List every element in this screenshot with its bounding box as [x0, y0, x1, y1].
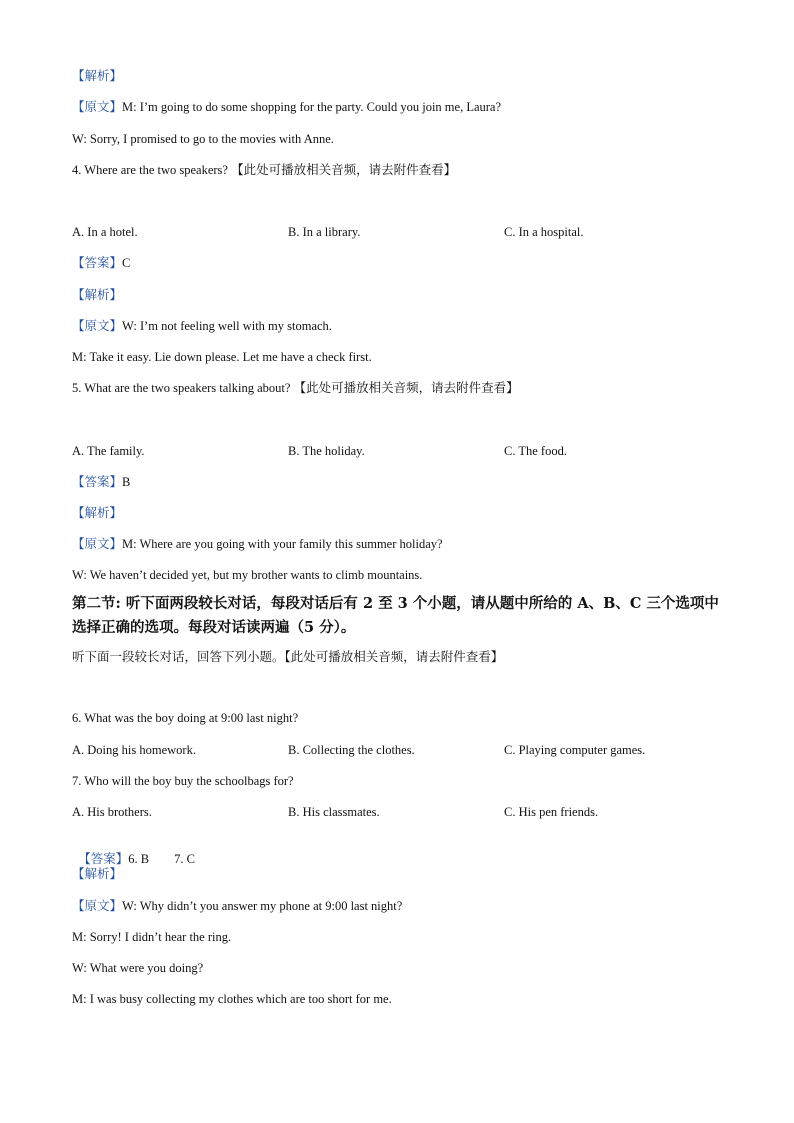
q6-question: 6. What was the boy doing at 9:00 last night?	[72, 711, 299, 725]
q4-analysis-label	[72, 287, 122, 303]
q5-answer: B	[122, 475, 131, 489]
q5-option-a: A. The family.	[72, 444, 145, 458]
q5-w-line: W: We haven’t decided yet, but my brother wants to climb mountains.	[72, 568, 423, 582]
answer-tag: 【答案】	[78, 852, 129, 866]
q7-option-a: A. His brothers.	[72, 805, 152, 819]
q5-option-c: C. The food.	[504, 444, 567, 458]
q7-option-b: B. His classmates.	[288, 805, 380, 819]
q67-original-w: W: Why didn’t you answer my phone at 9:00 last night?	[122, 899, 403, 913]
original-tag: 【原文】	[72, 100, 123, 114]
q5-original-m: M: Where are you going with your family this summer holiday?	[122, 537, 443, 551]
q5-original-line	[72, 536, 443, 552]
original-tag: 【原文】	[72, 537, 123, 551]
q67-m1-line: M: Sorry! I didn’t hear the ring.	[72, 930, 232, 944]
original-tag: 【原文】	[72, 319, 123, 333]
q67-answer-line	[72, 835, 195, 867]
q4-question: 4. Where are the two speakers? 【此处可播放相关音频，请去附件查看】	[72, 163, 457, 177]
q6-option-c: C. Playing computer games.	[504, 743, 646, 757]
q4-original-w: W: I’m not feeling well with my stomach.	[122, 319, 332, 333]
q67-m2-line: M: I was busy collecting my clothes which are too short for me.	[72, 992, 392, 1006]
q5-question: 5. What are the two speakers talking about? 【此处可播放相关音频，请去附件查看】	[72, 381, 519, 395]
answer-tag: 【答案】	[72, 475, 123, 489]
q3-original-line	[72, 99, 501, 115]
answer-tag: 【答案】	[72, 256, 123, 270]
section2-heading: 第二节: 听下面两段较长对话，每段对话后有 2 至 3 个小题，请从题中所给的 A、B、C 三个选项中选择正确的选项。每段对话读两遍（5 分）。	[72, 595, 719, 636]
q6-option-a: A. Doing his homework.	[72, 743, 196, 757]
q5-answer-line	[72, 474, 130, 490]
q4-option-b: B. In a library.	[288, 225, 361, 239]
analysis-label	[72, 68, 122, 84]
original-tag: 【原文】	[72, 899, 123, 913]
q4-answer: C	[122, 256, 131, 270]
q67-answer: 6. B 7. C	[128, 852, 195, 866]
q5-analysis-label	[72, 505, 122, 521]
analysis-tag: 【解析】	[72, 69, 123, 83]
q7-option-c: C. His pen friends.	[504, 805, 599, 819]
q67-analysis-label	[72, 866, 122, 882]
q4-answer-line	[72, 255, 130, 271]
q7-question: 7. Who will the boy buy the schoolbags for?	[72, 774, 294, 788]
q3-w-line: W: Sorry, I promised to go to the movies with Anne.	[72, 132, 334, 146]
analysis-tag: 【解析】	[72, 288, 123, 302]
q4-m-line: M: Take it easy. Lie down please. Let me have a check first.	[72, 350, 372, 364]
analysis-tag: 【解析】	[72, 506, 123, 520]
analysis-tag: 【解析】	[72, 867, 123, 881]
q4-option-a: A. In a hotel.	[72, 225, 138, 239]
q6-option-b: B. Collecting the clothes.	[288, 743, 415, 757]
q5-option-b: B. The holiday.	[288, 444, 365, 458]
q67-original-line	[72, 898, 402, 914]
section2-instruction: 听下面一段较长对话，回答下列小题。【此处可播放相关音频，请去附件查看】	[72, 650, 504, 664]
q67-w2-line: W: What were you doing?	[72, 961, 204, 975]
q4-original-line	[72, 318, 332, 334]
q4-option-c: C. In a hospital.	[504, 225, 584, 239]
q3-original-m: M: I’m going to do some shopping for the party. Could you join me, Laura?	[122, 100, 502, 114]
